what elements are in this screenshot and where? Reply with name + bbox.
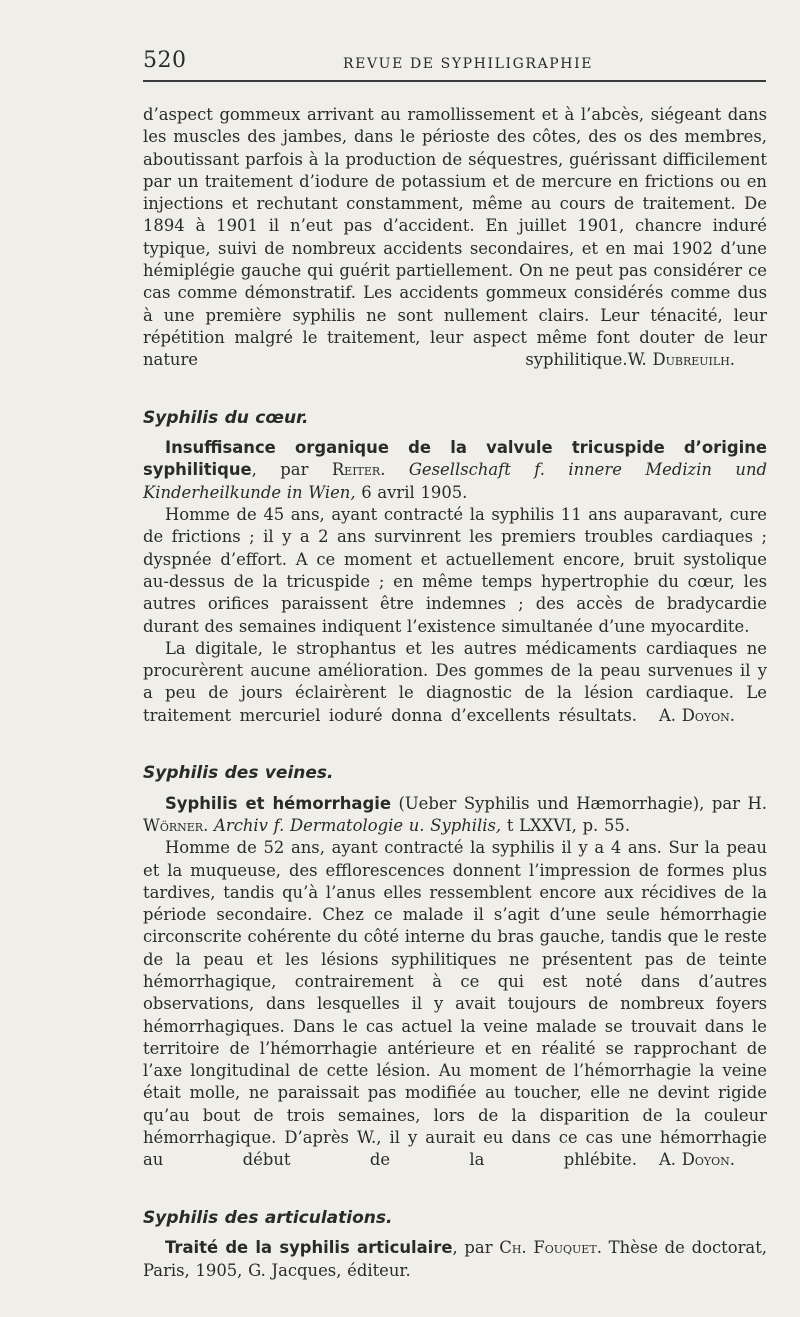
section-heading-coeur: Syphilis du cœur.	[143, 407, 309, 428]
byline-author: Ch. Fouquet	[499, 1238, 597, 1258]
article-title: Syphilis et hémorrhagie	[165, 793, 391, 813]
section-heading-articulations: Syphilis des articulations.	[143, 1207, 393, 1228]
author-signature: A. Doyon.	[658, 1150, 735, 1170]
article-title: Traité de la syphilis articulaire	[165, 1238, 453, 1258]
byline-subtitle: (Ueber Syphilis und Hæmorrhagie), par	[390, 793, 748, 813]
byline-separator: .	[380, 460, 409, 480]
body-text	[143, 104, 767, 1282]
article-paragraph	[143, 837, 767, 1194]
article-paragraph	[143, 638, 767, 749]
running-title: REVUE DE SYPHILIGRAPHIE	[343, 56, 594, 72]
continuation-text: d’aspect gommeux arrivant au ramollissement et à l’abcès, siégeant dans les muscles des jambes, dans le périoste des côtes, des os des membres, aboutissant parfois à la production de séquestres, guérissant difficilement par un traitement d’iodure de potassium et de mercure en frictions ou en injections et rechutant constamment, même au cours de traitement. De 1894 à 1901 il n’eut pas d’accident. En juillet 1901, chancre induré typique, suivi de nombreux accidents secondaires, et en mai 1902 d’une hémiplégie gauche qui guérit partiellement. On ne peut pas considérer ce cas comme démonstratif. Les accidents gommeux considérés comme dus à une première syphilis ne sont nullement clairs. Leur ténacité, leur répétition malgré le traitement, leur aspect même font douter de leur nature syphilitique.	[143, 105, 767, 370]
article-title: Insuffisance organique de la valvule tricuspide d’origine syphilitique	[143, 438, 767, 480]
article-byline	[143, 1237, 767, 1282]
byline-separator: .	[203, 815, 215, 835]
article-paragraph: Homme de 45 ans, ayant contracté la syphilis 11 ans auparavant, cure de frictions ; il y a 2 ans survinrent les premiers troubles cardiaques ; dyspnée d’effort. A ce moment et actuellement encore, bruit systolique au-dessus de la tricuspide ; en même temps hypertrophie du cœur, les autres orifices paraissent être indemnes ; des accès de bradycardie durant des semaines indiquent l’existence simultanée d’une myocardite.	[143, 505, 767, 636]
article-byline	[143, 793, 767, 838]
byline-author: Reiter	[331, 460, 381, 480]
paragraph-text: La digitale, le strophantus et les autres médicaments cardiaques ne procurèrent aucune amélioration. Des gommes de la peau survenues il y a peu de jours éclairèrent le diagnostic de la lésion cardiaque. Le traitement mercuriel ioduré donna d’excellents résultats.	[143, 638, 767, 725]
byline-author: Wörner	[143, 815, 204, 835]
byline-rest: . Thèse de doctorat, Paris, 1905, G. Jacques, éditeur.	[143, 1238, 767, 1280]
byline-connector: , par	[452, 1238, 500, 1258]
author-signature: A. Doyon.	[658, 705, 735, 725]
paragraph-text: Homme de 52 ans, ayant contracté la syphilis il y a 4 ans. Sur la peau et la muqueuse, des efflorescences donnent l’impression de formes plus tardives, tandis qu’à l’anus elles ressemblent encore aux récidives de la période secondaire. Chez ce malade il s’agit d’une seule hémorrhagie circonscrite cohérente du côté interne du bras gauche, tandis que le reste de la peau et les lésions syphilitiques ne présentent pas de teinte hémorrhagique, contrairement à ce qui est noté dans d’autres observations, dans lesquelles il y avait toujours de nombreux foyers hémorrhagiques. Dans le cas actuel la veine malade se trouvait dans le territoire de l’hémorrhagie antérieure et en réalité se rapprochant de l’axe longitudinal de cette lésion. Au moment de l’hémorrhagie la veine était molle, ne paraissait pas modifiée au toucher, elle ne devint rigide qu’au bout de trois semaines, lors de la disparition de la couleur hémorrhagique. D’après W., il y aurait eu dans ce cas une hémorrhagie au début de la phlébite.	[143, 838, 767, 1170]
byline-reference: t LXXVI, p. 55.	[501, 815, 631, 835]
byline-connector: , par	[251, 460, 332, 480]
page-number: 520	[143, 48, 187, 73]
byline-source: Archiv f. Dermatologie u. Syphilis,	[214, 815, 502, 835]
page-header	[143, 48, 766, 82]
byline-date: 6 avril 1905.	[355, 482, 468, 502]
byline-source: Gesellschaft f. innere Medizin und Kinderheilkunde in Wien,	[143, 460, 768, 502]
continuation-paragraph	[143, 104, 767, 394]
author-signature: W. Dubreuilh.	[627, 350, 735, 370]
article-byline	[143, 437, 767, 504]
byline-author-initial: H.	[747, 793, 767, 813]
section-heading-veines: Syphilis des veines.	[143, 763, 334, 784]
